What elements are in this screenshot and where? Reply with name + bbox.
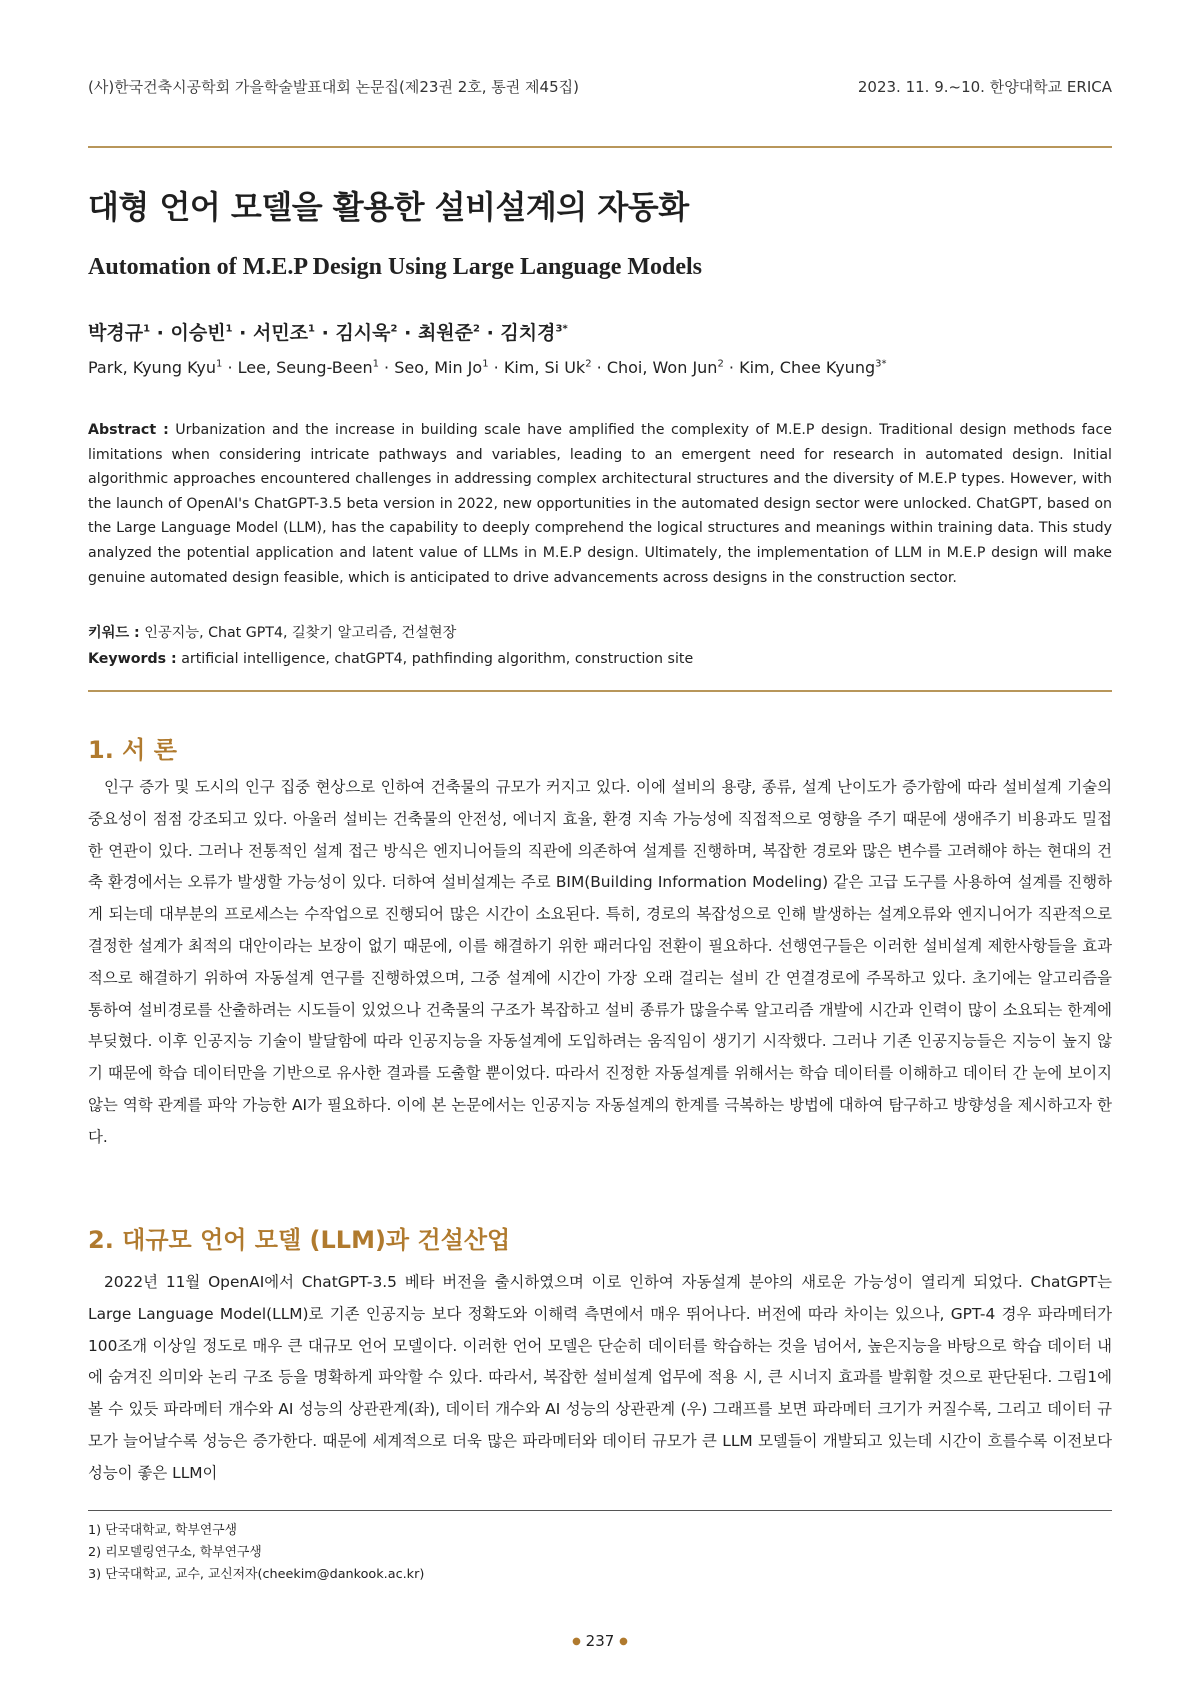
author-affiliation-mark: 2 — [717, 358, 724, 370]
author-separator: · — [479, 322, 501, 344]
author-name: 이승빈 — [170, 322, 226, 344]
author-name: 김치경 — [500, 322, 556, 344]
section-2-heading: 2. 대규모 언어 모델 (LLM)과 건설산업 — [88, 1226, 511, 1254]
author-affiliation-mark: 3* — [555, 323, 568, 335]
footnote-divider — [88, 1510, 1112, 1511]
author-name: Kim, Si Uk — [503, 358, 586, 377]
section-1-heading: 1. 서 론 — [88, 736, 177, 764]
running-header — [88, 76, 1112, 100]
author-separator: · — [378, 358, 395, 377]
author-affiliation-mark: 2 — [390, 323, 398, 335]
keywords-english-label: Keywords : — [88, 651, 177, 667]
keywords-korean-label: 키워드 : — [88, 625, 140, 641]
page-number-value: 237 — [585, 1632, 615, 1650]
author-name: Choi, Won Jun — [606, 358, 718, 377]
abstract-label: Abstract : — [88, 422, 169, 438]
author-separator: · — [723, 358, 740, 377]
author-name: Kim, Chee Kyung — [739, 358, 876, 377]
author-separator: · — [222, 358, 238, 377]
abstract-divider — [88, 690, 1112, 692]
author-name: 김시욱 — [335, 322, 391, 344]
abstract-text: Urbanization and the increase in building scale have amplified the complexity of M.E.P design. Traditional design methods face limitations when considering intricate pathways and variables, leading to an emergent need for research in automated design. Initial algorithmic approaches encountered challenges in addressing complex architectural structures and the diversity of M.E.P types. However, with the launch of OpenAI's ChatGPT-3.5 beta version in 2022, new opportunities in the automated design sector were unlocked. ChatGPT, based on the Large Language Model (LLM), has the capability to deeply comprehend the logical structures and meanings within training data. This study analyzed the potential application and latent value of LLMs in M.E.P design. Ultimately, the implementation of LLM in M.E.P design will make genuine automated design feasible, which is anticipated to drive advancements across designs in the construction sector. — [88, 422, 1112, 586]
author-affiliation-mark: 2 — [473, 323, 480, 335]
author-separator: · — [591, 358, 607, 377]
author-separator: · — [397, 322, 418, 344]
keywords-korean — [88, 620, 1112, 646]
paper-title-english: Automation of M.E.P Design Using Large Language Models — [88, 254, 703, 280]
section-2-body: 2022년 11월 OpenAI에서 ChatGPT-3.5 베타 버전을 출시하였으며 이로 인하여 자동설계 분야의 새로운 가능성이 열리게 되었다. ChatGPT는 Large Language Model(LLM)로 기존 인공지능 보다 정확도와 이해력 측면에서 매우 뛰어나다. 버전에 따라 차이는 있으나, GPT-4 경우 파라메터가 100조개 이상일 정도로 매우 큰 대규모 언어 모델이다. 이러한 언어 모델은 단순히 데이터를 학습하는 것을 넘어서, 높은지능을 바탕으로 학습 데이터 내에 숨겨진 의미와 논리 구조 등을 명확하게 파악할 수 있다. 따라서, 복잡한 설비설계 업무에 적용 시, 큰 시너지 효과를 발휘할 것으로 판단된다. 그림1에 볼 수 있듯 파라메터 개수와 AI 성능의 상관관계(좌), 데이터 개수와 AI 성능의 상관관계 (우) 그래프를 보면 파라메터 크기가 커질수록, 그리고 데이터 규모가 늘어날수록 성능은 증가한다. 때문에 세계적으로 더욱 많은 파라메터와 데이터 규모가 큰 LLM 모델들이 개발되고 있는데 시간이 흐를수록 이전보다 성능이 좋은 LLM이 — [88, 1273, 1112, 1482]
keywords-block — [88, 620, 1112, 672]
author-affiliation-mark: 1 — [372, 358, 379, 370]
footnote-1: 1) 단국대학교, 학부연구생 — [88, 1523, 237, 1538]
author-name: 최원준 — [417, 322, 473, 344]
author-name: 서민조 — [252, 322, 309, 344]
section-1-body: 인구 증가 및 도시의 인구 집중 현상으로 인하여 건축물의 규모가 커지고 있다. 이에 설비의 용량, 종류, 설계 난이도가 증가함에 따라 설비설계 기술의 중요성이 점점 강조되고 있다. 아울러 설비는 건축물의 안전성, 에너지 효율, 환경 지속 가능성에 직접적으로 영향을 주기 때문에 생애주기 비용과도 밀접한 연관이 있다. 그러나 전통적인 설계 접근 방식은 엔지니어들의 직관에 의존하여 설계를 진행하며, 복잡한 경로와 많은 변수를 고려해야 하는 현대의 건축 환경에서는 오류가 발생할 가능성이 있다. 더하여 설비설계는 주로 BIM(Building Information Modeling) 같은 고급 도구를 사용하여 설계를 진행하게 되는데 대부분의 프로세스는 수작업으로 진행되어 많은 시간이 소요된다. 특히, 경로의 복잡성으로 인해 발생하는 설계오류와 엔지니어가 직관적으로 결정한 설계가 최적의 대안이라는 보장이 없기 때문에, 이를 해결하기 위한 패러다임 전환이 필요하다. 선행연구들은 이러한 설비설계 제한사항들을 효과적으로 해결하기 위하여 자동설계 연구를 진행하였으며, 그중 설계에 시간이 가장 오래 걸리는 설비 간 연결경로에 주목하고 있다. 초기에는 알고리즘을 통하여 설비경로를 산출하려는 시도들이 있었으나 건축물의 구조가 복잡하고 설비 종류가 많을수록 알고리즘 개발에 시간과 인력이 많이 소요되는 한계에 부딪혔다. 이후 인공지능 기술이 발달함에 따라 인공지능을 자동설계에 도입하려는 움직임이 생기기 시작했다. 그러나 기존 인공지능들은 지능이 높지 않기 때문에 학습 데이터만을 기반으로 유사한 결과를 도출할 뿐이었다. 따라서 진정한 자동설계를 위해서는 학습 데이터를 이해하고 데이터 간 눈에 보이지 않는 역학 관계를 파악 가능한 AI가 필요하다. 이에 본 논문에서는 인공지능 자동설계의 한계를 극복하는 방법에 대하여 탐구하고 방향성을 제시하고자 한다. — [88, 778, 1112, 1146]
author-affiliation-mark: 1 — [308, 323, 315, 335]
footnote-3: 3) 단국대학교, 교수, 교신저자(cheekim@dankook.ac.kr) — [88, 1567, 425, 1582]
author-list-english — [88, 358, 886, 377]
keywords-korean-text: 인공지능, Chat GPT4, 길찾기 알고리즘, 건설현장 — [144, 625, 457, 641]
author-affiliation-mark: 2 — [585, 358, 592, 370]
author-separator: · — [315, 322, 336, 344]
author-separator: · — [150, 322, 171, 344]
author-affiliation-mark: 1 — [482, 358, 489, 370]
keywords-english-text: artificial intelligence, chatGPT4, pathfinding algorithm, construction site — [181, 651, 694, 667]
footnotes — [88, 1520, 424, 1586]
author-name: 박경규 — [88, 322, 144, 344]
keywords-english — [88, 646, 1112, 672]
page-number — [0, 1632, 1200, 1650]
author-affiliation-mark: 1 — [216, 358, 223, 370]
journal-citation: (사)한국건축시공학회 가을학술발표대회 논문집(제23권 2호, 통권 제45집) — [88, 78, 579, 96]
footnote-2: 2) 리모델링연구소, 학부연구생 — [88, 1545, 262, 1560]
author-name: Park, Kyung Kyu — [88, 358, 217, 377]
author-affiliation-mark: 1 — [225, 323, 233, 335]
abstract — [88, 418, 1112, 590]
author-separator: · — [232, 322, 253, 344]
bullet-icon: ● — [572, 1636, 581, 1647]
author-name: Seo, Min Jo — [394, 358, 483, 377]
header-divider — [88, 146, 1112, 148]
conference-date-venue: 2023. 11. 9.~10. 한양대학교 ERICA — [857, 78, 1112, 96]
paper-title-korean: 대형 언어 모델을 활용한 설비설계의 자동화 — [88, 188, 689, 226]
author-name: Lee, Seung-Been — [237, 358, 373, 377]
author-list-korean — [88, 318, 568, 345]
bullet-icon: ● — [619, 1636, 628, 1647]
author-separator: · — [488, 358, 504, 377]
author-affiliation-mark: 3* — [875, 358, 887, 370]
author-affiliation-mark: 1 — [143, 323, 151, 335]
